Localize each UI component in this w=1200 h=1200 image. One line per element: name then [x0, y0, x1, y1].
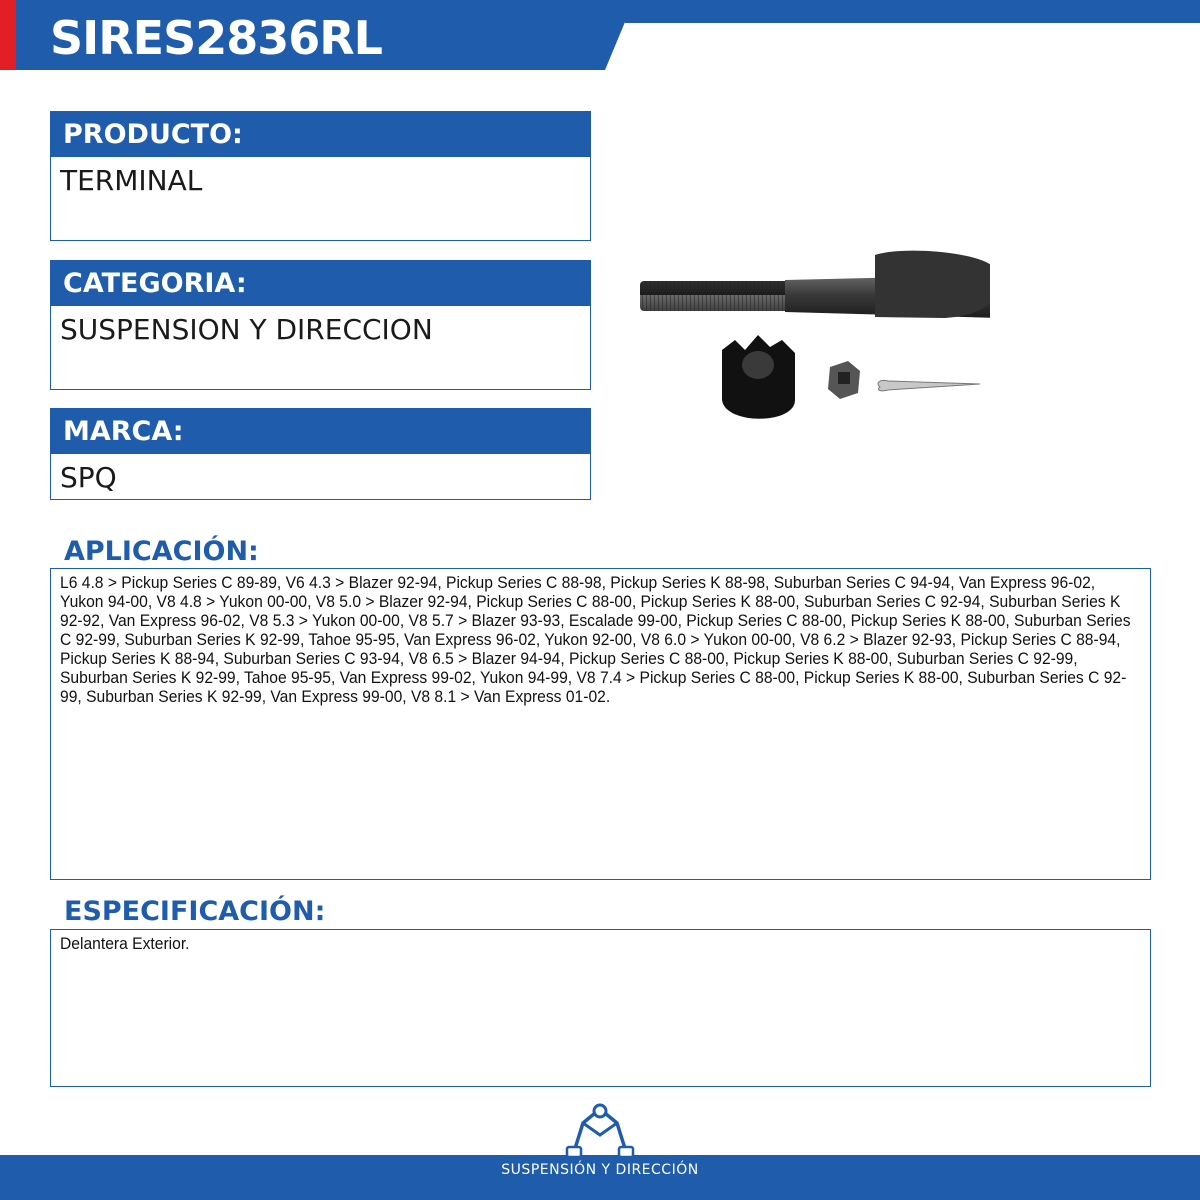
brand-field: [50, 408, 591, 500]
product-label: PRODUCTO:: [50, 111, 591, 157]
category-label: CATEGORIA:: [50, 260, 591, 306]
brand-value: SPQ: [50, 454, 591, 500]
specification-title: ESPECIFICACIÓN:: [64, 896, 326, 927]
application-text: L6 4.8 > Pickup Series C 89-89, V6 4.3 > Blazer 92-94, Pickup Series C 88-98, Pickup Series K 88-98, Suburban Series C 94-94, Van Express 96-02, Yukon 94-00, V8 4.8 > Yukon 00-00, V8 5.0 > Blazer 92-94, Pickup Series C 88-00, Pickup Series K 88-00, Suburban Series C 92-94, Suburban Series K 92-92, Van Express 96-02, V8 5.3 > Yukon 00-00, V8 5.7 > Blazer 93-93, Escalade 99-00, Pickup Series C 88-00, Pickup Series K 88-00, Suburban Series C 92-99, Suburban Series K 92-99, Tahoe 95-95, Van Express 96-02, Yukon 92-00, V8 6.0 > Yukon 00-00, V8 6.2 > Blazer 92-93, Pickup Series C 88-94, Pickup Series K 88-94, Suburban Series C 93-94, V8 6.5 > Blazer 94-94, Pickup Series C 88-00, Pickup Series K 88-00, Suburban Series C 92-99, Suburban Series K 92-99, Tahoe 95-95, Van Express 99-02, Yukon 94-99, V8 7.4 > Pickup Series C 88-00, Pickup Series K 88-00, Suburban Series C 92-99, Suburban Series K 92-99, Van Express 99-00, V8 8.1 > Van Express 01-02.: [60, 573, 1131, 706]
category-field: [50, 260, 591, 390]
product-field: [50, 111, 591, 241]
product-value: TERMINAL: [50, 157, 591, 241]
application-box: [50, 568, 1151, 880]
category-value: SUSPENSION Y DIRECCION: [50, 306, 591, 390]
product-sku-title: SIRES2836RL: [50, 11, 382, 65]
application-title: APLICACIÓN:: [64, 536, 259, 567]
control-arm-icon: [565, 1103, 635, 1163]
specification-box: [50, 929, 1151, 1087]
brand-label: MARCA:: [50, 408, 591, 454]
specification-text: Delantera Exterior.: [60, 934, 190, 953]
tie-rod-end-icon: [630, 135, 990, 435]
footer-label: SUSPENSIÓN Y DIRECCIÓN: [501, 1162, 699, 1178]
